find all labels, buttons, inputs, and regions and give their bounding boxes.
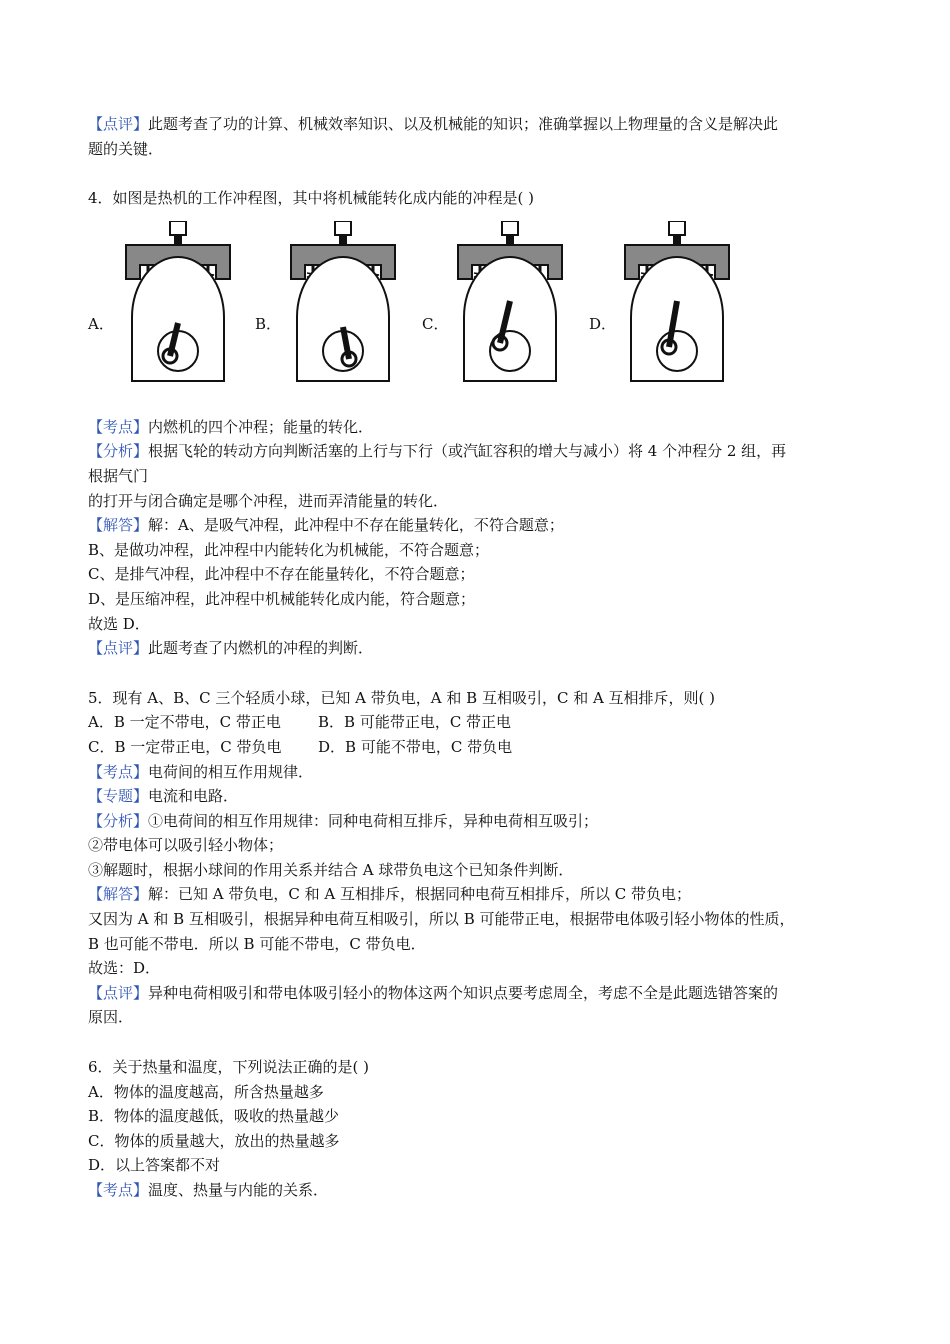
q6-option-c: C．物体的质量越大，放出的热量越多 [88,1131,340,1150]
engine-figure-b [283,221,403,391]
q5-jieda-cont-2: B 也可能不带电．所以 B 可能不带电，C 带负电． [88,934,426,953]
figure-label-a: A． [88,314,114,333]
q4-jieda-c: C、是排气冲程，此冲程中不存在能量转化，不符合题意； [88,565,475,584]
q5-jieda: 【解答】解：已知 A 带负电，C 和 A 互相排斥，根据同种电荷互相排斥，所以 C 带负电； [88,885,692,904]
q4-kaodian: 【考点】内燃机的四个冲程；能量的转化． [88,417,374,436]
fenxi-tag: 【分析】 [88,811,149,830]
review-tag: 【点评】 [88,639,149,658]
q5-jieda-cont-1: 又因为 A 和 B 互相吸引，根据异种电荷互相吸引，所以 B 可能带正电，根据带电体吸引轻小物体的性质， [88,910,795,929]
engine-figure-c [450,221,570,391]
q3-review-cont: 题的关键． [88,139,164,158]
kaodian-tag: 【考点】 [88,762,149,781]
q5-options-row-2 [88,735,868,760]
q5-stem: 5．现有 A、B、C 三个轻质小球，已知 A 带负电，A 和 B 互相吸引，C 和 A 互相排斥，则( ) [88,688,716,707]
q5-option-a: A．B 一定不带电，C 带正电 [88,713,281,732]
jieda-tag: 【解答】 [88,516,149,535]
q5-kaodian: 【考点】电荷间的相互作用规律． [88,762,314,781]
figure-label-b: B． [255,314,282,333]
q5-answer: 故选：D． [88,959,161,978]
q4-fenxi-cont-1: 根据气门 [88,466,149,485]
q3-review: 【点评】此题考查了功的计算、机械效率知识、以及机械能的知识；准确掌握以上物理量的含义是解决此 [88,115,779,133]
q6-option-d: D．以上答案都不对 [88,1156,221,1175]
q4-stem: 4．如图是热机的工作冲程图，其中将机械能转化成内能的冲程是( ) [88,189,535,208]
kaodian-tag: 【考点】 [88,417,149,436]
q5-options-row-1 [88,710,868,735]
q6-stem: 6．关于热量和温度，下列说法正确的是( ) [88,1058,370,1077]
figure-label-c: C． [422,314,449,333]
q5-option-d: D．B 可能不带电，C 带负电 [318,737,513,756]
q5-option-b: B．B 可能带正电，C 带正电 [318,713,512,732]
q4-jieda-b: B、是做功冲程，此冲程中内能转化为机械能，不符合题意； [88,540,490,559]
engine-figure-a [118,221,238,391]
zhuanti-tag: 【专题】 [88,787,149,806]
q4-fenxi: 【分析】根据飞轮的转动方向判断活塞的上行与下行（或汽缸容积的增大与减小）将 4 个冲程分 2 组，再 [88,442,787,461]
q6-option-a: A．物体的温度越高，所含热量越多 [88,1082,324,1101]
q5-review-cont: 原因． [88,1008,134,1027]
engine-figure-d [617,221,737,391]
q5-zhuanti: 【专题】电流和电路． [88,787,239,806]
review-tag: 【点评】 [88,115,149,133]
q5-fenxi-cont-1: ②带电体可以吸引轻小物体； [88,836,284,855]
q5-fenxi-cont-2: ③解题时，根据小球间的作用关系并结合 A 球带负电这个已知条件判断． [88,860,574,879]
review-tag: 【点评】 [88,983,149,1002]
kaodian-tag: 【考点】 [88,1181,149,1199]
figure-label-d: D． [589,314,617,333]
q5-option-c: C．B 一定带正电，C 带负电 [88,737,282,756]
q5-review: 【点评】异种电荷相吸引和带电体吸引轻小的物体这两个知识点要考虑周全，考虑不全是此题选错答案的 [88,983,779,1002]
q6-kaodian: 【考点】温度、热量与内能的关系． [88,1181,329,1199]
document-page [88,112,868,1203]
q4-review: 【点评】此题考查了内燃机的冲程的判断． [88,639,374,658]
q4-jieda-d: D、是压缩冲程，此冲程中机械能转化成内能，符合题意； [88,589,476,608]
fenxi-tag: 【分析】 [88,442,149,461]
engine-stroke-figures [88,215,868,405]
q4-jieda: 【解答】解：A、是吸气冲程，此冲程中不存在能量转化，不符合题意； [88,516,564,535]
q5-fenxi: 【分析】①电荷间的相互作用规律：同种电荷相互排斥，异种电荷相互吸引； [88,811,599,830]
jieda-tag: 【解答】 [88,885,149,904]
q6-option-b: B．物体的温度越低，吸收的热量越少 [88,1107,340,1126]
q4-answer: 故选 D． [88,614,150,633]
q4-fenxi-cont-2: 的打开与闭合确定是哪个冲程，进而弄清能量的转化． [88,491,449,510]
